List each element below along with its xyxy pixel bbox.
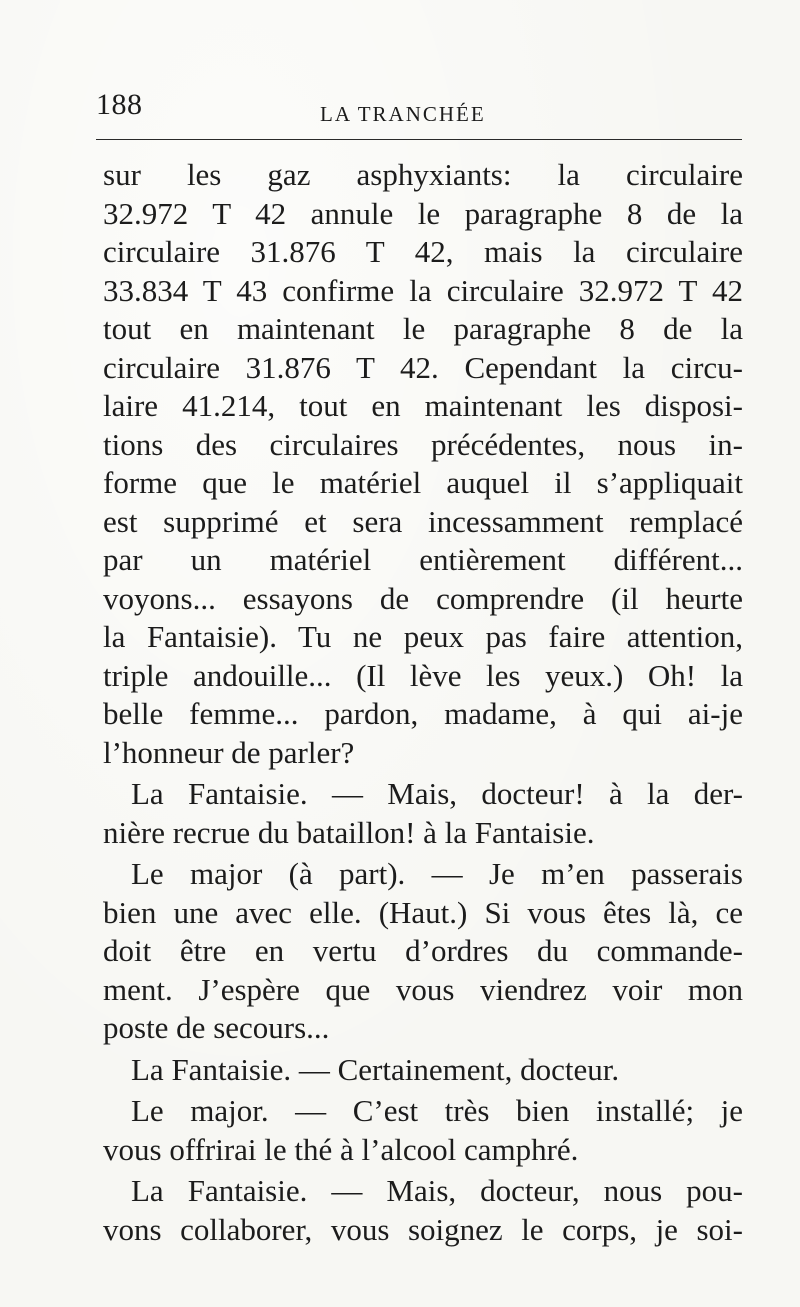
speech-line: Le major (à part). — Je m’en passerais: [131, 856, 743, 891]
speech-line: Le major. — C’est très bien installé; je: [131, 1093, 743, 1128]
text-line: forme que le matériel auquel il s’appliquait: [103, 465, 743, 500]
text-line: circulaire 31.876 T 42, mais la circulaire: [103, 234, 743, 269]
text-line: est supprimé et sera incessamment remplacé: [103, 503, 743, 539]
text-line: circulaire 31.876 T 42. Cependant la circu-: [103, 349, 743, 385]
text-line: triple andouille... (Il lève les yeux.) Oh! la: [103, 657, 743, 693]
page-header: [96, 88, 744, 138]
text-line: nière recrue du bataillon! à la Fantaisie.: [103, 814, 595, 850]
text-line: vons collaborer, vous soignez le corps, je soi-: [103, 1211, 743, 1247]
text-line: poste de secours...: [103, 1010, 330, 1045]
speech-line: La Fantaisie. — Certainement, docteur.: [131, 1051, 620, 1087]
text-line: tout en maintenant le paragraphe 8 de la: [103, 311, 743, 346]
body-text: [103, 156, 743, 1249]
text-line: belle femme... pardon, madame, à qui ai-je: [103, 696, 743, 731]
text-line: l’honneur de parler?: [103, 734, 355, 770]
text-line: doit être en vertu d’ordres du commande-: [103, 933, 743, 968]
text-line: sur les gaz asphyxiants: la circulaire: [103, 157, 743, 192]
text-line: laire 41.214, tout en maintenant les disposi-: [103, 388, 743, 423]
text-line: vous offrirai le thé à l’alcool camphré.: [103, 1131, 579, 1167]
text-line: 32.972 T 42 annule le paragraphe 8 de la: [103, 195, 743, 231]
text-line: 33.834 T 43 confirme la circulaire 32.972 T 42: [103, 272, 743, 308]
header-rule: [96, 139, 742, 140]
text-line: bien une avec elle. (Haut.) Si vous êtes là, ce: [103, 894, 743, 930]
text-line: par un matériel entièrement différent...: [103, 542, 743, 577]
text-line: tions des circulaires précédentes, nous in-: [103, 426, 743, 462]
text-line: la Fantaisie). Tu ne peux pas faire attention,: [103, 619, 743, 654]
text-line: ment. J’espère que vous viendrez voir mon: [103, 971, 743, 1007]
text-line: voyons... essayons de comprendre (il heurte: [103, 580, 743, 616]
speech-line: La Fantaisie. — Mais, docteur, nous pou-: [131, 1173, 743, 1208]
page-number: 188: [96, 88, 143, 121]
speech-line: La Fantaisie. — Mais, docteur! à la der-: [131, 776, 743, 811]
running-title: LA TRANCHÉE: [320, 102, 486, 126]
